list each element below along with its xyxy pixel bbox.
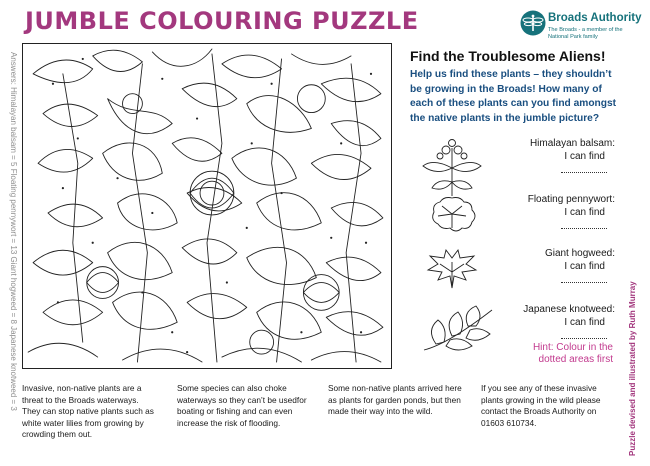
page-title: JUMBLE COLOURING PUZZLE <box>25 7 419 35</box>
plant-floating-pennywort <box>410 194 615 252</box>
giant-hogweed-icon <box>418 248 486 290</box>
hint-text: Hint: Colour in the dotted areas first <box>532 342 613 365</box>
info-column-3: Some non-native plants arrived here as plants for garden ponds, but then made their way into the wild. <box>328 383 462 416</box>
jumble-colouring-picture[interactable] <box>22 43 392 369</box>
plant-name: Floating pennywort: <box>527 194 615 205</box>
answers-text: Answers: Himalayan balsam = 5 Floating pennywort = 13 Giant hogweed = 8 Japanese knotweed = 3 <box>9 52 18 411</box>
plant-find-label: I can find <box>564 151 605 162</box>
find-heading: Find the Troublesome Aliens! <box>410 48 606 64</box>
count-answer-line[interactable] <box>561 331 607 339</box>
plant-himalayan-balsam <box>410 138 615 196</box>
credit-strip <box>628 212 642 456</box>
plant-find-label: I can find <box>564 261 605 272</box>
japanese-knotweed-icon <box>418 304 498 356</box>
himalayan-balsam-icon <box>418 138 486 196</box>
dragonfly-icon <box>520 10 546 36</box>
plant-name: Himalayan balsam: <box>529 138 615 149</box>
floating-pennywort-icon <box>418 194 486 234</box>
logo-tagline: The Broads - a member of the National Park family <box>548 27 623 40</box>
info-column-2: Some species can also choke waterways so they can’t be usedfor boating or fishing and can even increase the risk of flooding. <box>177 383 307 428</box>
count-answer-line[interactable] <box>561 165 607 173</box>
find-intro: Help us find these plants – they shouldn’t be growing in the Broads! How many of each of these plants can you find amongst the native plants in the jumble picture? <box>410 69 617 124</box>
info-column-1: Invasive, non-native plants are a threat to the Broads waterways. They can stop native plants such as white water lilies from growing by crowding them out. <box>22 383 154 439</box>
plant-name: Japanese knotweed: <box>523 304 615 315</box>
logo-name: Broads Authority <box>548 12 642 24</box>
count-answer-line[interactable] <box>561 275 607 283</box>
count-answer-line[interactable] <box>561 221 607 229</box>
answers-strip <box>4 52 18 452</box>
broads-authority-logo <box>520 10 642 46</box>
plant-giant-hogweed <box>410 248 615 306</box>
info-column-4: If you see any of these invasive plants growing in the wild please contact the Broads Authority on 01603 610734. <box>481 383 601 428</box>
plant-find-label: I can find <box>564 317 605 328</box>
plant-find-label: I can find <box>564 207 605 218</box>
credit-text: Puzzle devised and illustrated by Ruth Murray <box>628 281 637 456</box>
plant-name: Giant hogweed: <box>544 248 615 259</box>
